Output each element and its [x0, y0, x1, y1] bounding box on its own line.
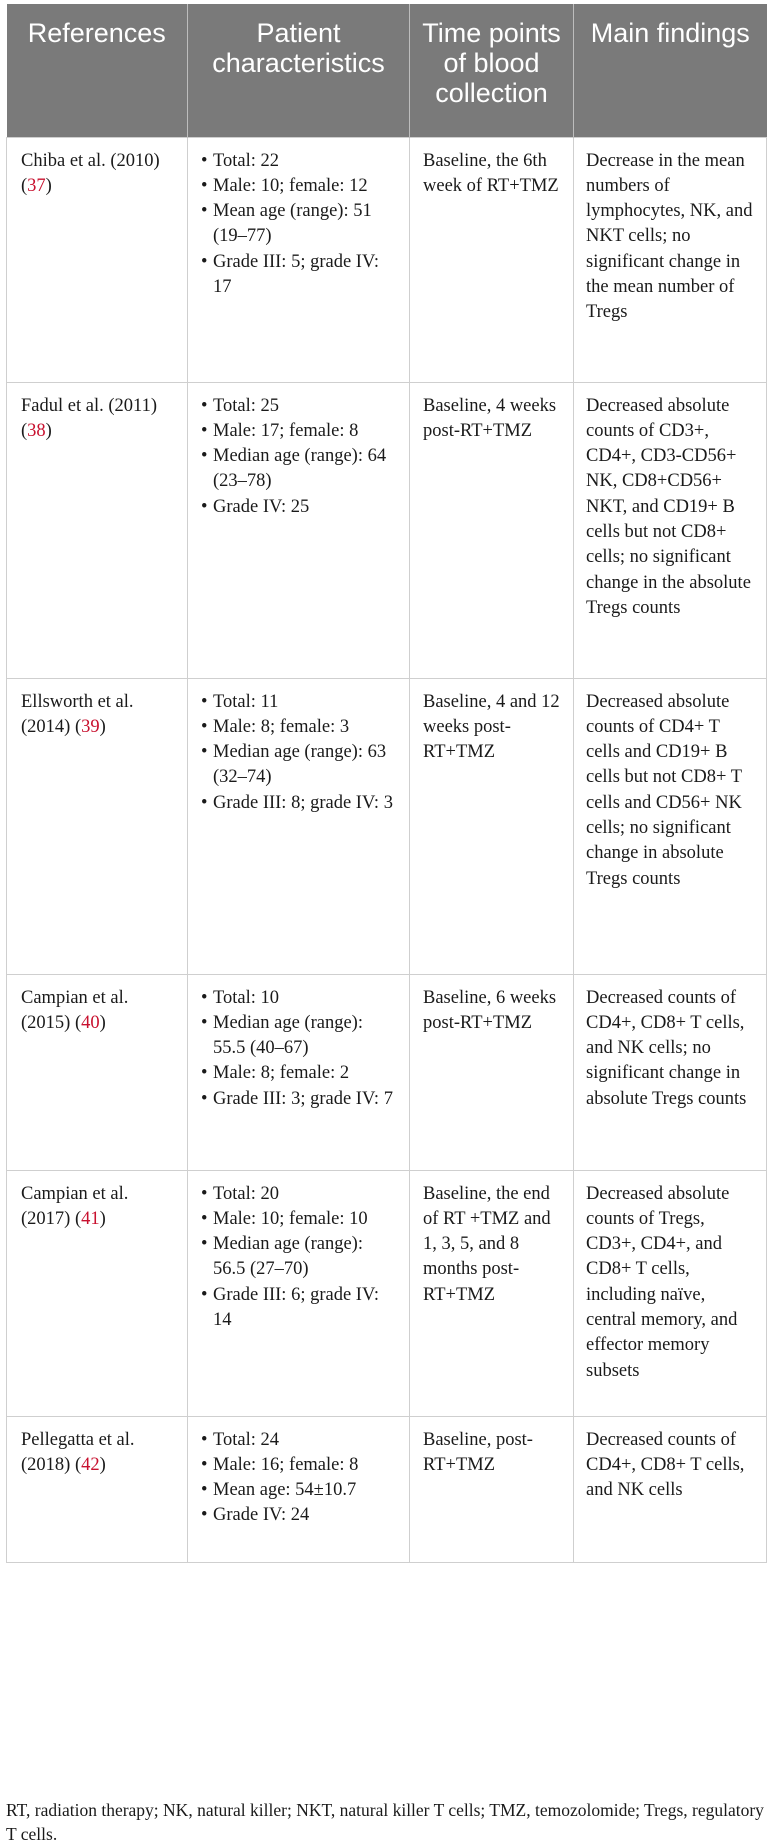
- table-container: [6, 4, 766, 1563]
- reference-link[interactable]: 39: [81, 716, 100, 737]
- characteristics-cell: [188, 137, 410, 382]
- findings-cell: Decrease in the mean numbers of lymphocytes, NK, and NKT cells; no significant change in the mean number of Tregs: [574, 137, 767, 382]
- reference-link[interactable]: 40: [81, 1012, 100, 1033]
- reference-cell: Pellegatta et al. (2018) (42): [7, 1416, 188, 1562]
- characteristics-list: [201, 1428, 399, 1529]
- characteristic-item: • Median age (range): 56.5 (27–70): [201, 1232, 399, 1283]
- characteristic-item: • Grade III: 3; grade IV: 7: [201, 1087, 399, 1112]
- characteristic-item: • Total: 24: [201, 1428, 399, 1453]
- reference-text: Ellsworth et al. (2014): [21, 691, 134, 737]
- characteristic-item: • Male: 8; female: 2: [201, 1061, 399, 1086]
- characteristics-list: [201, 394, 399, 520]
- characteristic-item: • Grade III: 5; grade IV: 17: [201, 250, 399, 301]
- table-row: [7, 1416, 767, 1562]
- characteristic-item: • Male: 10; female: 10: [201, 1207, 399, 1232]
- characteristics-cell: [188, 382, 410, 678]
- table-row: [7, 1170, 767, 1416]
- characteristic-item: • Total: 11: [201, 690, 399, 715]
- characteristic-item: • Total: 22: [201, 149, 399, 174]
- characteristics-cell: [188, 678, 410, 974]
- reference-link[interactable]: 42: [81, 1454, 100, 1475]
- characteristic-item: • Grade III: 8; grade IV: 3: [201, 791, 399, 816]
- findings-cell: Decreased counts of CD4+, CD8+ T cells, and NK cells; no significant change in absolute Tregs counts: [574, 974, 767, 1170]
- table-header: [7, 4, 767, 137]
- header-patient-characteristics: Patient characteristics: [188, 4, 410, 137]
- header-main-findings: Main findings: [574, 4, 767, 137]
- reference-text: Fadul et al. (2011): [21, 395, 157, 416]
- header-references: References: [7, 4, 188, 137]
- table-row: [7, 974, 767, 1170]
- characteristics-list: [201, 986, 399, 1112]
- timepoints-cell: Baseline, 4 weeks post-RT+TMZ: [410, 382, 574, 678]
- timepoints-cell: Baseline, 6 weeks post-RT+TMZ: [410, 974, 574, 1170]
- characteristic-item: • Male: 16; female: 8: [201, 1453, 399, 1478]
- characteristics-cell: [188, 974, 410, 1170]
- characteristic-item: • Grade IV: 24: [201, 1503, 399, 1528]
- characteristic-item: • Median age (range): 63 (32–74): [201, 740, 399, 791]
- characteristic-item: • Total: 25: [201, 394, 399, 419]
- reference-cell: Campian et al. (2015) (40): [7, 974, 188, 1170]
- characteristics-cell: [188, 1416, 410, 1562]
- characteristic-item: • Mean age: 54±10.7: [201, 1478, 399, 1503]
- reference-cell: Ellsworth et al. (2014) (39): [7, 678, 188, 974]
- characteristic-item: • Male: 17; female: 8: [201, 419, 399, 444]
- characteristics-list: [201, 1182, 399, 1334]
- characteristic-item: • Median age (range): 55.5 (40–67): [201, 1011, 399, 1062]
- characteristics-cell: [188, 1170, 410, 1416]
- characteristic-item: • Mean age (range): 51 (19–77): [201, 199, 399, 250]
- characteristics-list: [201, 690, 399, 816]
- table-row: [7, 382, 767, 678]
- reference-text: Chiba et al. (2010): [21, 150, 160, 171]
- findings-cell: Decreased absolute counts of CD4+ T cells and CD19+ B cells but not CD8+ T cells and CD56+ NK cells; no significant change in absolute Tregs counts: [574, 678, 767, 974]
- table-row: [7, 678, 767, 974]
- table-footnote: RT, radiation therapy; NK, natural killer; NKT, natural killer T cells; TMZ, temozolomide; Tregs, regulatory T cells.: [6, 1800, 764, 1844]
- characteristic-item: • Total: 20: [201, 1182, 399, 1207]
- characteristic-item: • Median age (range): 64 (23–78): [201, 444, 399, 495]
- reference-cell: Fadul et al. (2011) (38): [7, 382, 188, 678]
- studies-table: [6, 4, 767, 1563]
- findings-cell: Decreased absolute counts of CD3+, CD4+, CD3-CD56+ NK, CD8+CD56+ NKT, and CD19+ B cells but not CD8+ cells; no significant change in the absolute Tregs counts: [574, 382, 767, 678]
- reference-text: Pellegatta et al. (2018): [21, 1429, 135, 1475]
- characteristic-item: • Total: 10: [201, 986, 399, 1011]
- characteristic-item: • Grade IV: 25: [201, 495, 399, 520]
- reference-link[interactable]: 37: [27, 175, 46, 196]
- reference-cell: Campian et al. (2017) (41): [7, 1170, 188, 1416]
- characteristic-item: • Male: 8; female: 3: [201, 715, 399, 740]
- timepoints-cell: Baseline, post-RT+TMZ: [410, 1416, 574, 1562]
- findings-cell: Decreased absolute counts of Tregs, CD3+, CD4+, and CD8+ T cells, including naïve, central memory, and effector memory subsets: [574, 1170, 767, 1416]
- characteristic-item: • Grade III: 6; grade IV: 14: [201, 1283, 399, 1334]
- timepoints-cell: Baseline, the 6th week of RT+TMZ: [410, 137, 574, 382]
- table-row: [7, 137, 767, 382]
- reference-text: Campian et al. (2017): [21, 1183, 129, 1229]
- header-time-points: Time points of blood collection: [410, 4, 574, 137]
- characteristic-item: • Male: 10; female: 12: [201, 174, 399, 199]
- timepoints-cell: Baseline, 4 and 12 weeks post-RT+TMZ: [410, 678, 574, 974]
- characteristics-list: [201, 149, 399, 301]
- findings-cell: Decreased counts of CD4+, CD8+ T cells, and NK cells: [574, 1416, 767, 1562]
- reference-link[interactable]: 41: [81, 1208, 100, 1229]
- reference-link[interactable]: 38: [27, 420, 46, 441]
- reference-text: Campian et al. (2015): [21, 987, 129, 1033]
- timepoints-cell: Baseline, the end of RT +TMZ and 1, 3, 5, and 8 months post-RT+TMZ: [410, 1170, 574, 1416]
- table-body: [7, 137, 767, 1562]
- reference-cell: Chiba et al. (2010) (37): [7, 137, 188, 382]
